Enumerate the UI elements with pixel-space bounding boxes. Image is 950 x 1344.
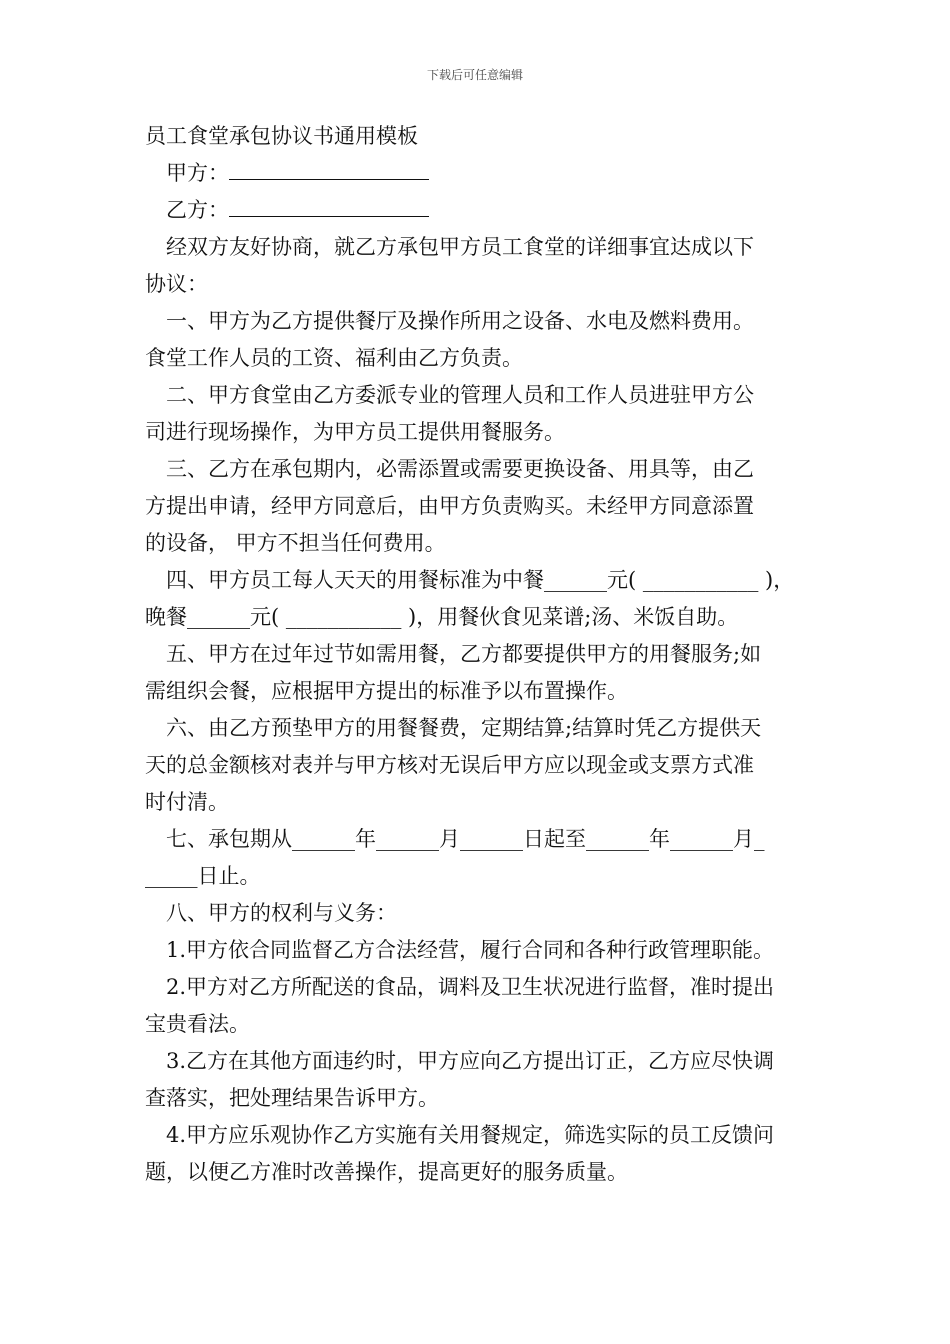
item3-line-1: 3.乙方在其他方面违约时，甲方应向乙方提出订正，乙方应尽快调: [166, 1049, 775, 1073]
party-a-blank: [229, 155, 429, 180]
item4-line-1: 4.甲方应乐观协作乙方实施有关用餐规定，筛选实际的员工反馈问: [166, 1123, 775, 1147]
party-b-blank: [229, 192, 429, 217]
party-b-label: 乙方：: [166, 198, 229, 222]
clause2-line-2: 司进行现场操作，为甲方员工提供用餐服务。: [145, 420, 565, 444]
clause4-line-1: 四、甲方员工每人天天的用餐标准为中餐______元( ___________ )，: [166, 568, 795, 592]
clause6-line-3: 时付清。: [145, 790, 229, 814]
item3-line-2: 查落实，把处理结果告诉甲方。: [145, 1086, 439, 1110]
clause3-line-3: 的设备， 甲方不担当任何费用。: [145, 531, 446, 555]
item2-line-2: 宝贵看法。: [145, 1012, 250, 1036]
clause3-line-1: 三、乙方在承包期内，必需添置或需要更换设备、用具等，由乙: [166, 457, 754, 481]
clause3-line-2: 方提出申请，经甲方同意后，由甲方负责购买。未经甲方同意添置: [145, 494, 754, 518]
clause6-line-1: 六、由乙方预垫甲方的用餐餐费，定期结算;结算时凭乙方提供天: [166, 716, 762, 740]
item2-line-1: 2.甲方对乙方所配送的食品，调料及卫生状况进行监督，准时提出: [166, 975, 775, 999]
document-body: [145, 118, 810, 1191]
document-title: 员工食堂承包协议书通用模板: [145, 124, 418, 148]
intro-line-2: 协议：: [145, 272, 208, 296]
clause7-line-2: _____日止。: [145, 864, 261, 888]
intro-line-1: 经双方友好协商，就乙方承包甲方员工食堂的详细事宜达成以下: [166, 235, 754, 259]
clause1-line-2: 食堂工作人员的工资、福利由乙方负责。: [145, 346, 523, 370]
clause4-line-2: 晚餐______元( ___________ )，用餐伙食见菜谱;汤、米饭自助。: [145, 605, 739, 629]
party-b-line: [145, 192, 810, 229]
clause2-line-1: 二、甲方食堂由乙方委派专业的管理人员和工作人员进驻甲方公: [166, 383, 754, 407]
party-a-line: [145, 155, 810, 192]
clause5-line-2: 需组织会餐，应根据甲方提出的标准予以布置操作。: [145, 679, 628, 703]
party-a-label: 甲方：: [166, 161, 229, 185]
item4-line-2: 题，以便乙方准时改善操作，提高更好的服务质量。: [145, 1160, 628, 1184]
clause8-title: 八、甲方的权利与义务：: [166, 901, 397, 925]
clause1-line-1: 一、甲方为乙方提供餐厅及操作所用之设备、水电及燃料费用。: [166, 309, 754, 333]
item1-line-1: 1.甲方依合同监督乙方合法经营，履行合同和各种行政管理职能。: [166, 938, 775, 962]
page-header: 下载后可任意编辑: [426, 68, 523, 82]
clause6-line-2: 天的总金额核对表并与甲方核对无误后甲方应以现金或支票方式准: [145, 753, 754, 777]
clause7-line-1: 七、承包期从______年______月______日起至______年______月_: [166, 827, 765, 851]
clause5-line-1: 五、甲方在过年过节如需用餐，乙方都要提供甲方的用餐服务;如: [166, 642, 762, 666]
